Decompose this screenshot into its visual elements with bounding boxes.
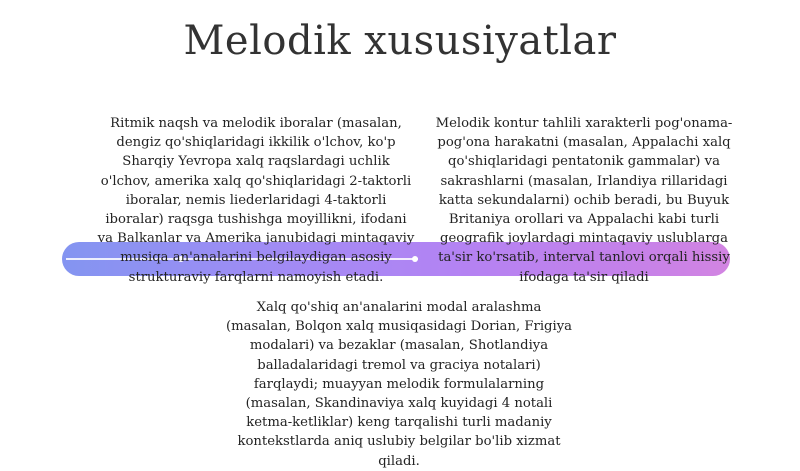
text-block-left: Ritmik naqsh va melodik iboralar (masalan, dengiz qo'shiqlaridagi ikkilik o'lchov, ko'p Sharqiy Yevropa xalq raqslardagi uchlik o'lchov, amerika xalq qo'shiqlaridagi 2-taktorli iboralar, nemis liederlaridagi 4-taktorli iboralar) raqsga tushishga moyillikni, ifodani va Balkanlar va Amerika janubidagi mintaqaviy musiqa an'analarini belgilaydigan asosiy strukturaviy farqlarni namoyish etadi. [97,116,415,285]
text-block-bottom: Xalq qo'shiq an'analarini modal aralashma (masalan, Bolqon xalq musiqasidagi Dorian, Frigiya modalari) va bezaklar (masalan, Shotlandiya balladalaridagi tremol va graciya notalari) farqlaydi; muayyan melodik formulalarning (masalan, Skandinaviya xalq kuyidagi 4 notali ketma-ketliklar) keng tarqalishi turli madaniy kontekstlarda aniq uslubiy belgilar bo'lib xizmat qiladi. [226,300,573,469]
text-block-right: Melodik kontur tahlili xarakterli pog'onama-pog'ona harakatni (masalan, Appalachi xalq qo'shiqlaridagi pentatonik gammalar) va sakrashlarni (masalan, Irlandiya rillaridagi katta sekundalarni) ochib beradi, bu Buyuk Britaniya orollari va Appalachi kabi turli geografik joylardagi mintaqaviy uslublarga ta'sir ko'rsatib, interval tanlovi orqali hissiy ifodaga ta'sir qiladi [435,116,733,285]
slide-title: Melodik xususiyatlar [183,18,617,64]
